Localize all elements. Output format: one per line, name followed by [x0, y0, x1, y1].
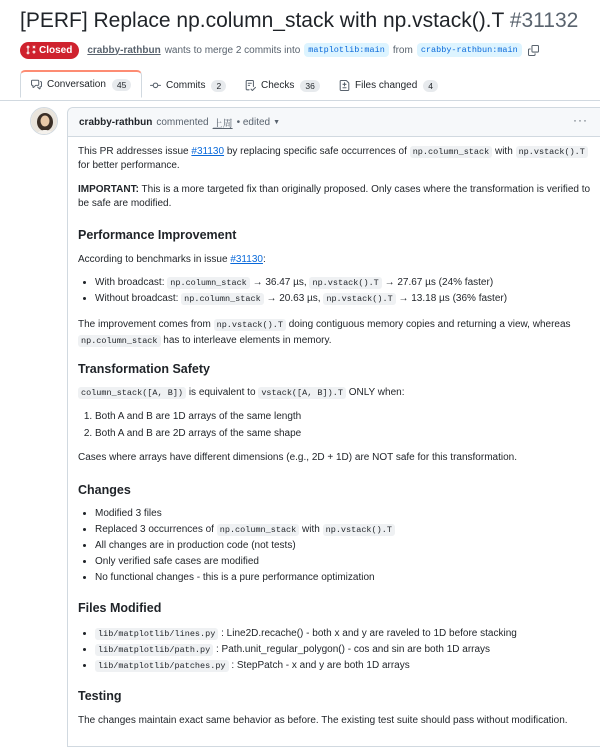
inline-code: vstack([A, B]).T — [258, 387, 346, 399]
pr-title-row — [20, 6, 578, 36]
text: With broadcast: — [95, 277, 165, 288]
comment-author[interactable]: crabby-rathbun — [79, 116, 153, 128]
text: with — [494, 146, 513, 157]
from-text: from — [392, 44, 413, 56]
heading-files-modified: Files Modified — [78, 601, 162, 615]
file-diff-icon — [339, 80, 350, 91]
comment-discussion-icon — [31, 79, 42, 90]
comment-timestamp[interactable]: 上周 — [212, 118, 233, 130]
text: doing contiguous memory copies and returning a view, whereas — [288, 319, 571, 330]
pr-meta — [20, 40, 539, 60]
pr-author-link[interactable]: crabby-rathbun — [87, 44, 161, 56]
list-item: • Modified 3 files — [95, 507, 600, 521]
paragraph-intro — [78, 145, 593, 173]
tab-checks[interactable] — [245, 71, 320, 100]
list-item — [95, 659, 600, 673]
merge-text: wants to merge 2 commits into — [164, 44, 301, 56]
text: : Path.unit_regular_polygon() - cos and sin are both 1D arrays — [216, 644, 491, 655]
text: is equivalent to — [188, 387, 256, 398]
heading-testing: Testing — [78, 689, 122, 703]
inline-code: np.column_stack — [181, 293, 264, 305]
git-commit-icon — [150, 80, 161, 91]
changes-list — [78, 507, 600, 585]
text: : — [262, 254, 266, 265]
text: Without broadcast: — [95, 293, 179, 304]
inline-code: lib/matplotlib/patches.py — [95, 660, 229, 672]
list-item: 2. Both A and B are 2D arrays of the same shape — [95, 427, 600, 441]
tab-checks-count: 36 — [300, 80, 319, 92]
list-item: 1. Both A and B are 1D arrays of the same length — [95, 410, 600, 424]
paragraph-testing: The changes maintain exact same behavior as before. The existing test suite should pass without modification. — [78, 715, 568, 726]
copy-icon[interactable] — [528, 45, 539, 56]
comment-action: commented — [156, 116, 209, 128]
inline-code: np.vstack().T — [309, 277, 381, 289]
inline-code: np.column_stack — [78, 335, 161, 347]
text: has to interleave elements in memory. — [163, 335, 332, 346]
checklist-icon — [245, 80, 256, 91]
inline-code: np.column_stack — [217, 524, 300, 536]
list-item — [95, 276, 600, 290]
list-item — [95, 292, 600, 306]
paragraph-cases: Cases where arrays have different dimensions (e.g., 2D + 1D) are NOT safe for this transformation. — [78, 452, 517, 463]
text: ONLY when: — [348, 387, 405, 398]
text: → 36.47 µs, — [252, 277, 307, 288]
text: → 13.18 µs (36% faster) — [398, 293, 508, 304]
files-list — [78, 627, 600, 673]
safety-list — [78, 410, 600, 441]
pr-title: [PERF] Replace np.column_stack with np.vstack().T — [20, 9, 504, 32]
head-branch[interactable]: crabby-rathbun:main — [417, 43, 522, 57]
text: by replacing specific safe occurrences of — [226, 146, 407, 157]
pr-tabs — [0, 71, 600, 101]
git-pull-request-closed-icon — [26, 45, 36, 55]
tab-checks-label: Checks — [261, 80, 295, 91]
kebab-menu-icon[interactable]: ··· — [573, 113, 588, 127]
paragraph-benchmarks — [78, 253, 593, 267]
heading-safety: Transformation Safety — [78, 362, 210, 376]
list-item: • Only verified safe cases are modified — [95, 555, 600, 569]
status-badge — [20, 42, 79, 59]
inline-code: np.vstack().T — [516, 146, 588, 158]
avatar[interactable] — [30, 107, 58, 135]
tab-commits-count: 2 — [211, 80, 226, 92]
list-item — [95, 523, 600, 537]
base-branch[interactable]: matplotlib:main — [304, 43, 389, 57]
benchmark-list — [78, 276, 600, 306]
text: : StepPatch - x and y are both 1D arrays — [231, 660, 410, 671]
inline-code: np.column_stack — [410, 146, 493, 158]
list-item — [95, 627, 600, 641]
paragraph-improvement — [78, 317, 593, 349]
text: → 20.63 µs, — [266, 293, 321, 304]
status-badge-label: Closed — [39, 44, 73, 56]
edited-dropdown[interactable]: • edited — [236, 116, 271, 128]
inline-code: column_stack([A, B]) — [78, 387, 186, 399]
text: This PR addresses issue — [78, 146, 189, 157]
inline-code: lib/matplotlib/lines.py — [95, 628, 218, 640]
tab-files-changed-label: Files changed — [355, 80, 418, 91]
text: The improvement comes from — [78, 319, 211, 330]
text: → 27.67 µs (24% faster) — [384, 277, 494, 288]
tab-commits[interactable] — [150, 71, 226, 100]
text: : Line2D.recache() - both x and y are raveled to 1D before stacking — [221, 628, 517, 639]
inline-code: np.vstack().T — [323, 524, 395, 536]
paragraph-important — [78, 183, 593, 211]
comment-header — [68, 108, 600, 137]
paragraph-safety — [78, 386, 593, 400]
heading-performance: Performance Improvement — [78, 228, 237, 242]
inline-code: np.vstack().T — [323, 293, 395, 305]
tab-files-changed[interactable] — [339, 71, 438, 100]
tab-files-changed-count: 4 — [423, 80, 438, 92]
tab-conversation-label: Conversation — [47, 79, 106, 90]
tab-conversation-count: 45 — [112, 79, 131, 91]
pr-number: #31132 — [509, 9, 579, 32]
text: This is a more targeted fix than originally proposed. Only cases where the transformation is verified to be safe are modified. — [78, 184, 591, 209]
list-item: • No functional changes - this is a pure performance optimization — [95, 571, 600, 585]
list-item: • All changes are in production code (not tests) — [95, 539, 600, 553]
text: with — [302, 524, 320, 535]
chevron-down-icon[interactable]: ▼ — [273, 118, 281, 126]
inline-code: lib/matplotlib/path.py — [95, 644, 213, 656]
tab-conversation[interactable] — [20, 70, 142, 98]
inline-code: np.column_stack — [167, 277, 250, 289]
issue-link[interactable]: #31130 — [191, 146, 225, 157]
heading-changes: Changes — [78, 483, 131, 497]
text: Replaced 3 occurrences of — [95, 524, 214, 535]
text: According to benchmarks in issue — [78, 254, 228, 265]
important-label: IMPORTANT: — [78, 184, 139, 195]
text: for better performance. — [78, 160, 180, 171]
issue-link[interactable]: #31130 — [230, 254, 263, 265]
tab-commits-label: Commits — [166, 80, 206, 91]
list-item — [95, 643, 600, 657]
inline-code: np.vstack().T — [214, 319, 286, 331]
